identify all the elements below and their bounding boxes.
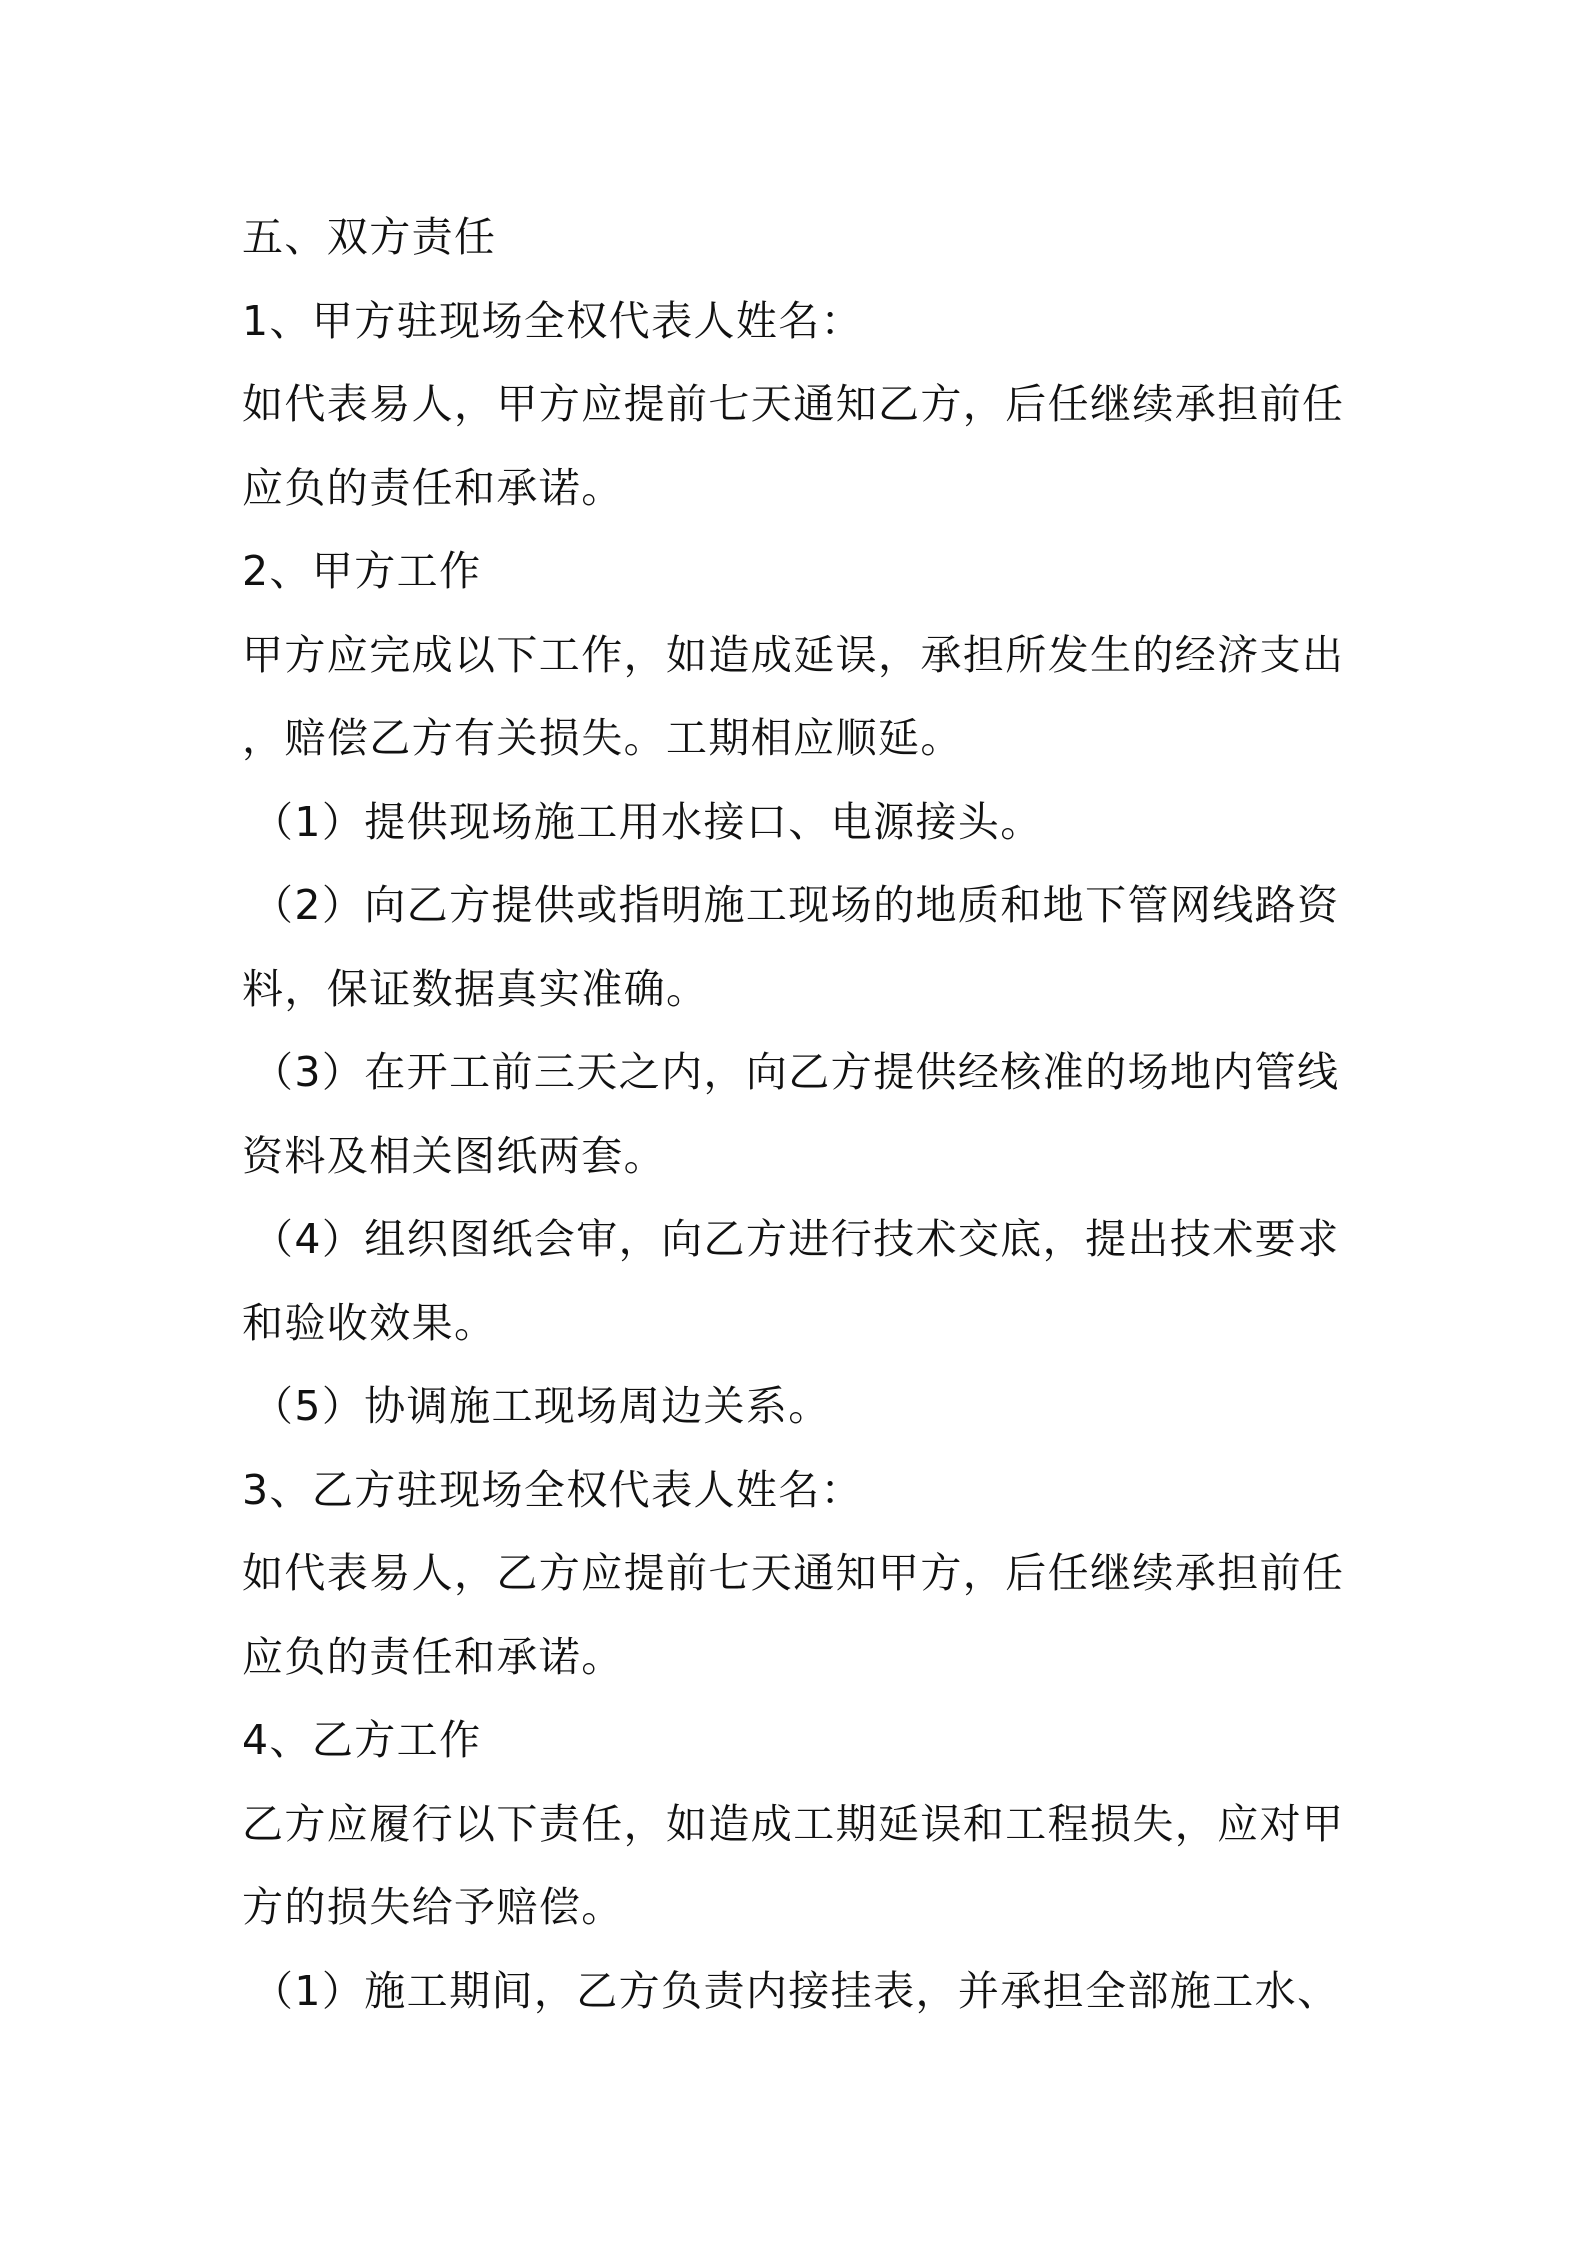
list-item: （1）施工期间，乙方负责内接挂表，并承担全部施工水、	[252, 1966, 1340, 2015]
paragraph-line: 如代表易人，乙方应提前七天通知甲方，后任继续承担前任	[242, 1549, 1345, 1597]
paragraph-line: 如代表易人，甲方应提前七天通知乙方，后任继续承担前任	[242, 380, 1345, 428]
document-body	[242, 196, 1362, 2033]
section-heading: 五、双方责任	[242, 213, 497, 261]
clause-heading: 3、乙方驻现场全权代表人姓名：	[242, 1465, 864, 1514]
list-item: （4）组织图纸会审，向乙方进行技术交底，提出技术要求	[252, 1215, 1340, 1263]
paragraph-line: 乙方应履行以下责任，如造成工期延误和工程损失，应对甲	[242, 1799, 1345, 1848]
paragraph-line: 应负的责任和承诺。	[242, 1632, 624, 1681]
list-item: （1）提供现场施工用水接口、电源接头。	[252, 797, 1043, 846]
paragraph-line: 方的损失给予赔偿。	[242, 1883, 624, 1931]
paragraph-line: 资料及相关图纸两套。	[242, 1131, 666, 1180]
paragraph-line: 应负的责任和承诺。	[242, 463, 624, 512]
clause-heading: 1、甲方驻现场全权代表人姓名：	[242, 296, 864, 345]
paragraph-line: 甲方应完成以下工作，如造成延误，承担所发生的经济支出	[242, 630, 1345, 679]
list-item: （3）在开工前三天之内，向乙方提供经核准的场地内管线	[252, 1048, 1340, 1096]
clause-heading: 2、甲方工作	[242, 547, 482, 595]
paragraph-line: ，赔偿乙方有关损失。工期相应顺延。	[242, 714, 963, 762]
list-item: （5）协调施工现场周边关系。	[252, 1382, 831, 1430]
paragraph-line: 料，保证数据真实准确。	[242, 964, 709, 1013]
paragraph-line: 和验收效果。	[242, 1298, 497, 1347]
clause-heading: 4、乙方工作	[242, 1716, 482, 1764]
list-item: （2）向乙方提供或指明施工现场的地质和地下管网线路资	[252, 881, 1340, 929]
